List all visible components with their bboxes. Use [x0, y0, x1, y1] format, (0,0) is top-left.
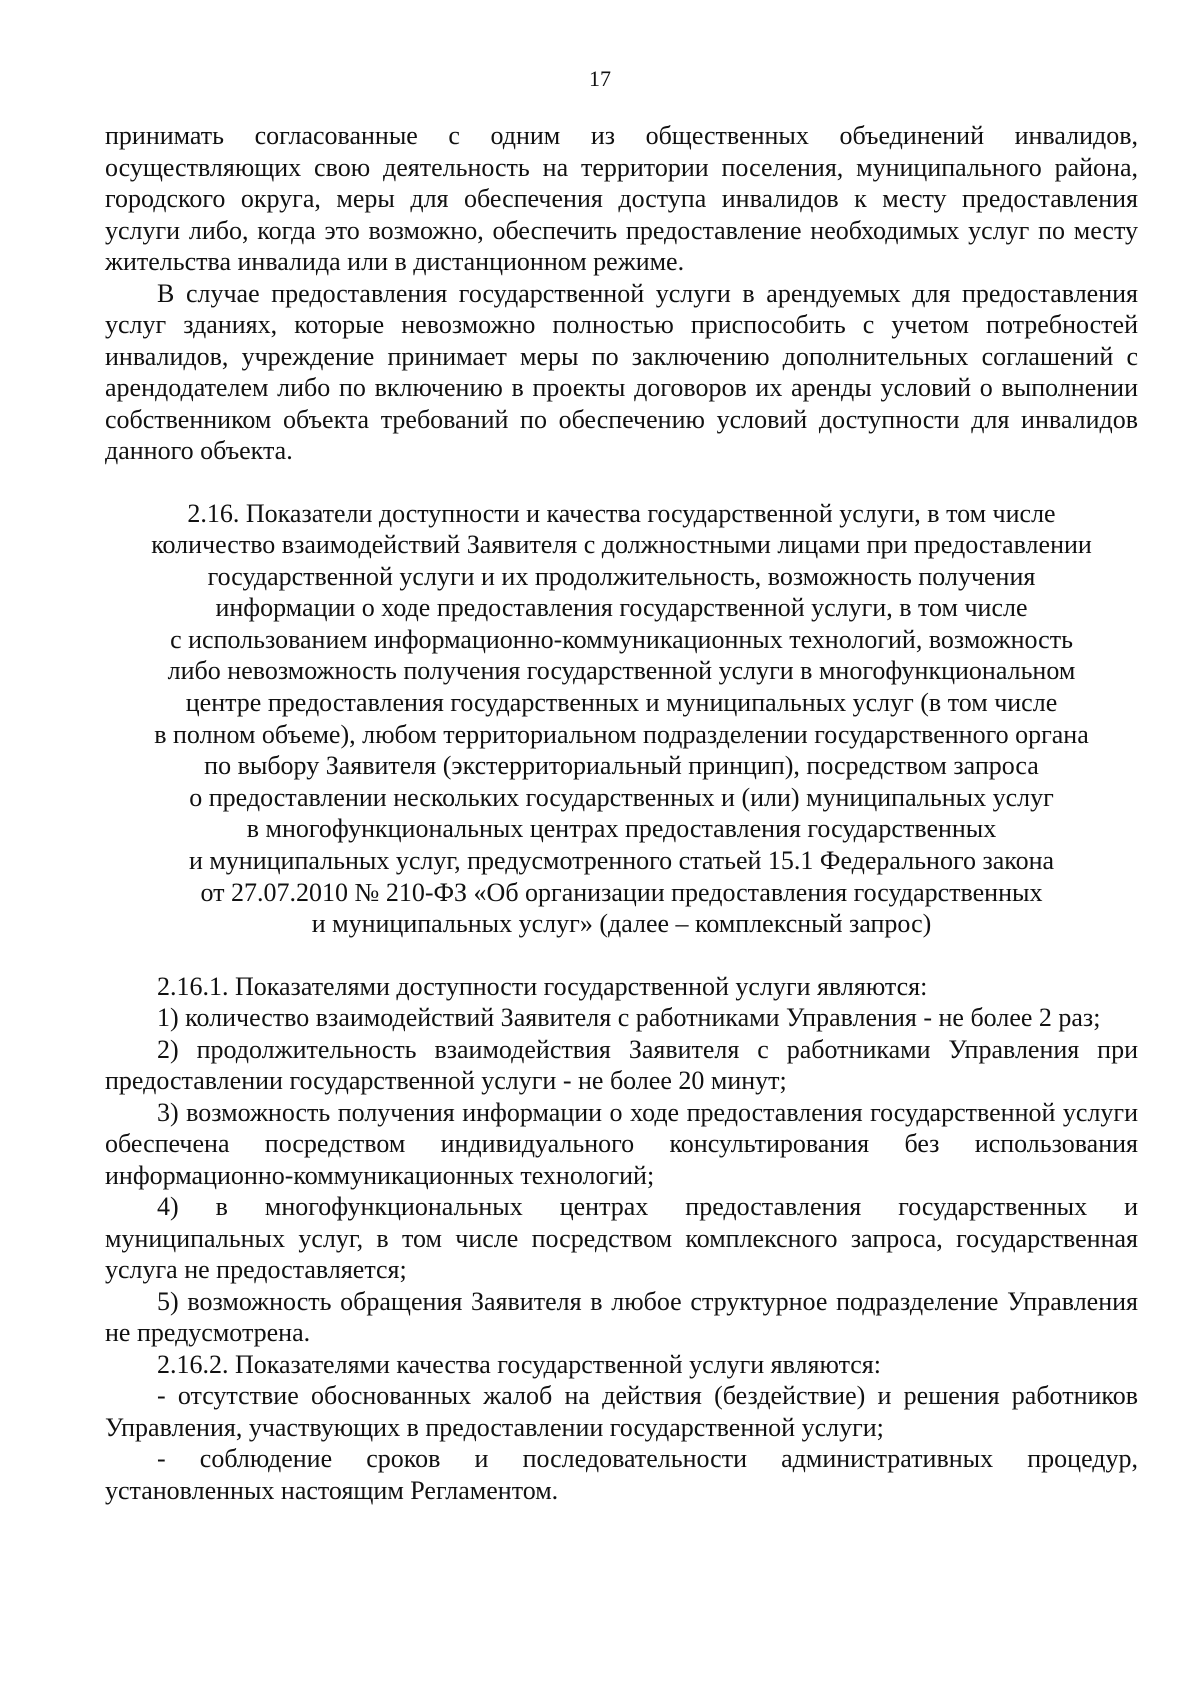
list-item: 1) количество взаимодействий Заявителя с работниками Управления - не более 2 раз; — [157, 1003, 1101, 1033]
page-number: 17 — [589, 66, 611, 91]
intro-paragraph-2: В случае предоставления государственной услуги в арендуемых для предоставления услуг зданиях, которые невозможно полностью приспособить с учетом потребностей инвалидов, учреждение принимает меры по заключению дополнительных соглашений с арендодателем либо по включению в проекты договоров их аренды условий о выполнении собственником объекта требований по обеспечению условий доступности для инвалидов данного объекта. — [105, 278, 1138, 465]
heading-line: от 27.07.2010 № 210-ФЗ «Об организации предоставления государственных — [200, 877, 1043, 907]
heading-line: о предоставлении нескольких государственных и (или) муниципальных услуг — [189, 782, 1054, 812]
heading-line: информации о ходе предоставления государственной услуги, в том числе — [215, 593, 1028, 623]
heading-line: либо невозможность получения государственной услуги в многофункциональном — [167, 656, 1076, 686]
heading-line: количество взаимодействий Заявителя с должностными лицами при предоставлении — [151, 530, 1092, 560]
heading-line: и муниципальных услуг, предусмотренного статьей 15.1 Федерального закона — [188, 846, 1055, 876]
heading-line: по выбору Заявителя (экстерриториальный принцип), посредством запроса — [204, 751, 1039, 781]
heading-line: 2.16. Показатели доступности и качества государственной услуги, в том числе — [187, 498, 1056, 528]
list-item: - соблюдение сроков и последовательности административных процедур, установленных настоящим Регламентом. — [105, 1444, 1138, 1505]
heading-line: в многофункциональных центрах предоставления государственных — [246, 814, 997, 844]
subsection-title-2-16-2: 2.16.2. Показателями качества государственной услуги являются: — [157, 1349, 881, 1379]
list-item: 3) возможность получения информации о ходе предоставления государственной услуги обеспечена посредством индивидуального консультирования без использования информационно-коммуникационных технологий; — [105, 1097, 1138, 1190]
list-item: 2) продолжительность взаимодействия Заявителя с работниками Управления при предоставлении государственной услуги - не более 20 минут; — [105, 1034, 1138, 1096]
heading-line: государственной услуги и их продолжительность, возможность получения — [207, 561, 1036, 591]
heading-line: с использованием информационно-коммуникационных технологий, возможность — [170, 624, 1073, 654]
heading-line: в полном объеме), любом территориальном подразделении государственного органа — [154, 719, 1089, 749]
heading-line: центре предоставления государственных и муниципальных услуг (в том числе — [185, 688, 1058, 718]
intro-paragraph-1: принимать согласованные с одним из общественных объединений инвалидов, осуществляющих свою деятельность на территории поселения, муниципального района, городского округа, меры для обеспечения доступа инвалидов к месту предоставления услуги либо, когда это возможно, обеспечить предоставление необходимых услуг по месту жительства инвалида или в дистанционном режиме. — [105, 121, 1138, 276]
list-item: - отсутствие обоснованных жалоб на действия (бездействие) и решения работников Управления, участвующих в предоставлении государственной услуги; — [105, 1381, 1138, 1442]
list-item: 5) возможность обращения Заявителя в любое структурное подразделение Управления не предусмотрена. — [105, 1286, 1138, 1348]
heading-line: и муниципальных услуг» (далее – комплексный запрос) — [311, 909, 932, 939]
section-heading-2-16 — [105, 498, 1138, 940]
list-item: 4) в многофункциональных центрах предоставления государственных и муниципальных услуг, в том числе посредством комплексного запроса, государственная услуга не предоставляется; — [105, 1192, 1138, 1285]
document-body — [105, 120, 1138, 1506]
subsection-title-2-16-1: 2.16.1. Показателями доступности государственной услуги являются: — [157, 971, 928, 1001]
